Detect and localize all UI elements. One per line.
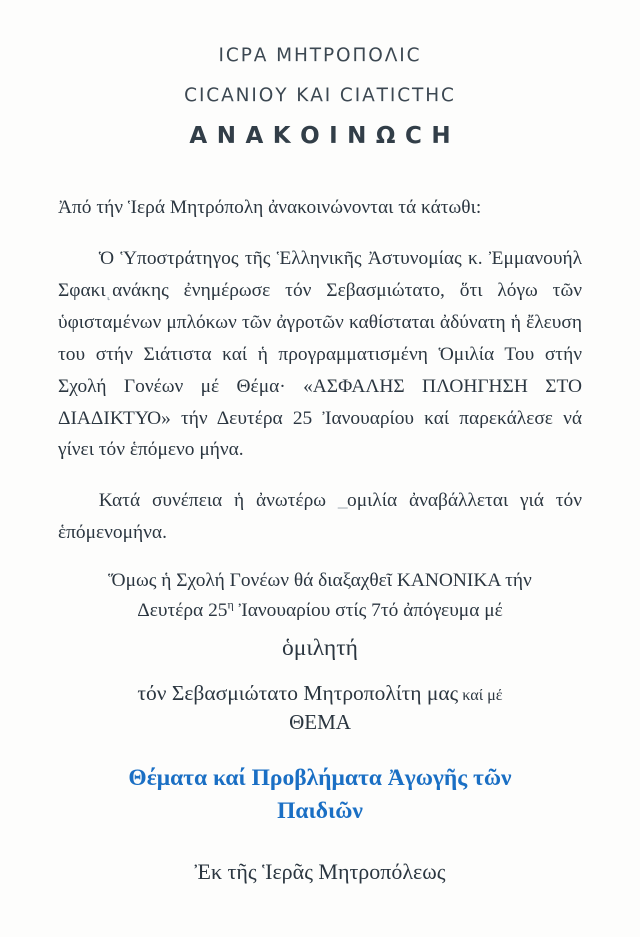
topic-heading (54, 762, 586, 829)
masthead-diocese-line-1: ΙϹΡΑ ΜΗΤΡΟΠΟΛΙϹ (218, 45, 422, 66)
topic-line-1: Θέματα καί Προβλήματα Ἀγωγῆς τῶν (128, 764, 512, 791)
announcement-date: Δευτέρα 25 (137, 600, 228, 622)
speaker-identity-line (44, 678, 596, 709)
faded-glyph-artifact-2: _ (337, 490, 348, 512)
signature-line: Ἐκ τῆς Ἱερᾶς Μητροπόλεως (194, 859, 446, 885)
paragraph-postponement-part2: ομιλία ἀναβάλλεται γιά τόν ἑπόμενομήνα. (58, 490, 582, 544)
announcement-time: Ἰανουαρίου στίς 7τό ἀπόγευμα μέ (233, 600, 503, 622)
paragraph-postponement-part1: Κατά συνέπεια ἡ ἀνωτέρω (98, 490, 338, 512)
paragraph-notification-part1: Ὁ Ὑποστράτηγος τῆς Ἑλληνικῆς Ἀστυνομίας κ. Ἐμμανουήλ Σφακι (58, 247, 582, 301)
document-body (58, 148, 582, 549)
announcement-block (44, 566, 596, 734)
masthead-diocese-line-2: ϹΙϹΑΝΙΟΥ ΚΑΙ ϹΙΑΤΙϹΤΗϹ (184, 84, 456, 106)
faded-glyph-artifact-1: ͺ (105, 279, 113, 301)
announcement-line-1 (44, 566, 596, 596)
speaker-label: ὁμιλητή (282, 634, 358, 661)
speaker-name: τόν Σεβασμιώτατο Μητροπολίτη μας (137, 681, 459, 705)
theme-label: ΘΕΜΑ (289, 709, 351, 734)
document-title: ΑΝΑΚΟΙΝΩϹΗ (189, 123, 461, 149)
paragraph-postponement (58, 485, 582, 549)
paragraph-notification-part2: ανάκης ἐνημέρωσε τόν Σεβασμιώτατο, ὅτι λόγω τῶν ὑφισταμένων μπλόκων τῶν ἀγροτῶν καθίσταται ἀδύνατη ἡ ἔλευση του στήν Σιάτιστα καί ἡ προγραμματισμένη Ὁμιλία Του στήν Σχολή Γονέων μέ Θέμα· «ΑΣΦΑΛΗΣ ΠΛΟΗΓΗΣΗ ΣΤΟ ΔΙΑΔΙΚΤΥΟ» τήν Δευτέρα 25 Ἰανουαρίου καί παρεκάλεσε νά γίνει τόν ἑπόμενο μήνα. (58, 279, 582, 461)
announcement-line-2 (44, 596, 596, 626)
announcement-emphasis-kanonika: ΚΑΝΟΝΙΚΑ (396, 570, 501, 592)
lead-paragraph: Ἀπό τήν Ἱερά Μητρόπολη ἀνακοινώνονται τά κάτωθι: (58, 197, 482, 218)
ordinal-suffix: η (227, 598, 234, 613)
announcement-line-1-suffix: τήν (500, 570, 532, 592)
document-masthead (0, 0, 640, 148)
announcement-line-1-prefix: Ὅμως ἡ Σχολή Γονέων θά διαξαχθεῖ (108, 570, 397, 592)
paragraph-notification (58, 243, 582, 466)
speaker-name-suffix: καί μέ (458, 686, 503, 704)
topic-line-2: Παιδιῶν (277, 797, 363, 824)
